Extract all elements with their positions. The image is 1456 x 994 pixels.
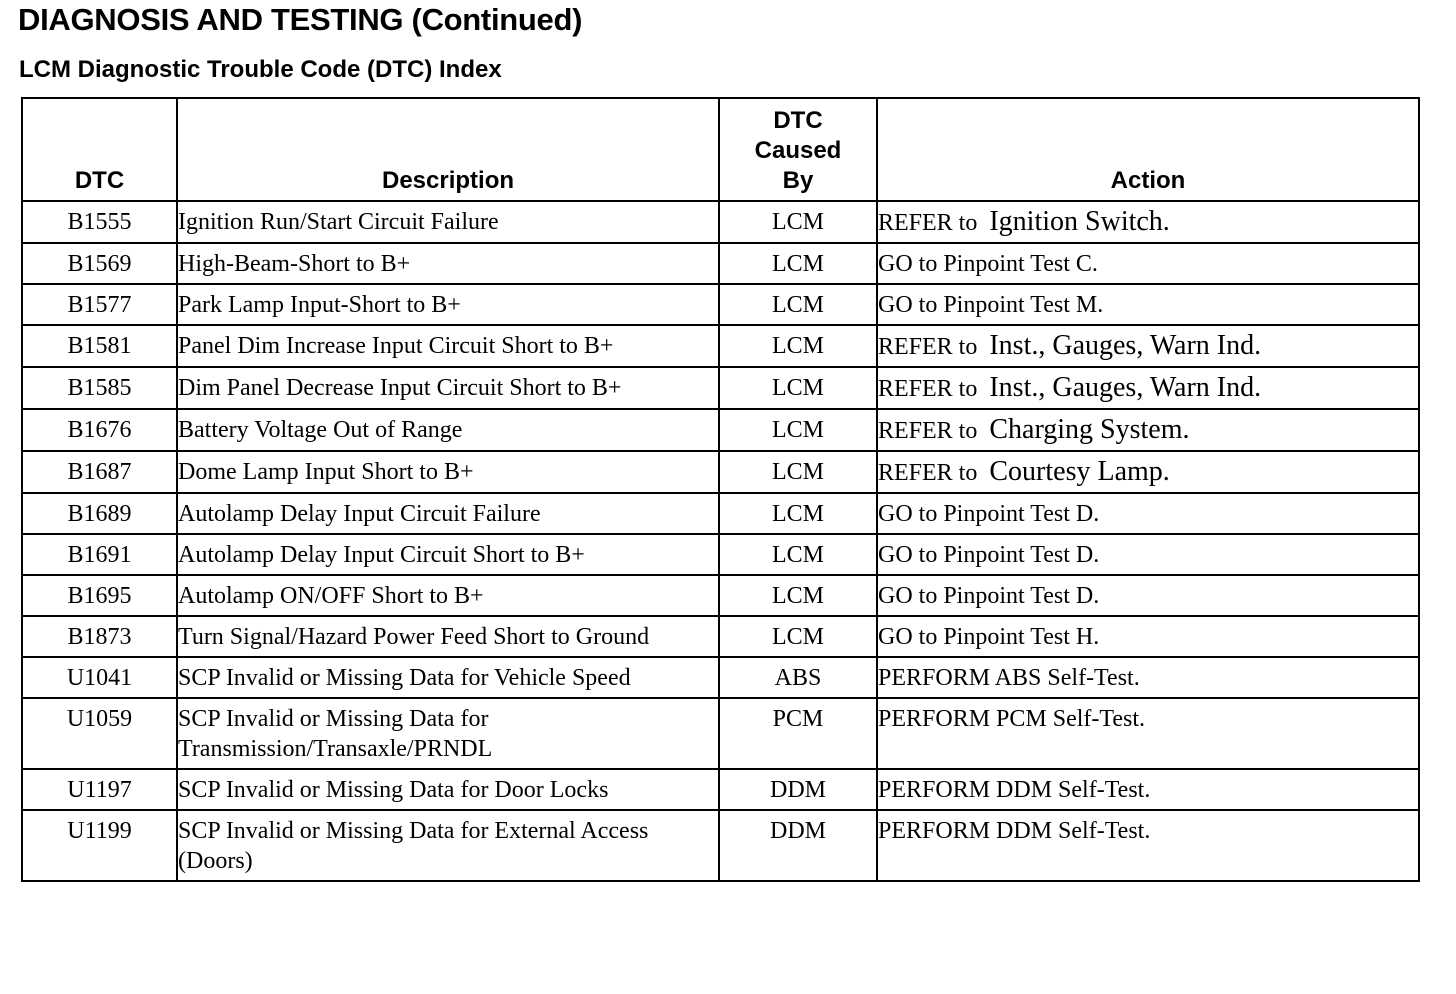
- dtc-code-cell: B1555: [22, 201, 177, 243]
- table-row: [22, 284, 1419, 325]
- table-row: [22, 769, 1419, 810]
- dtc-code-cell: U1197: [22, 769, 177, 810]
- dtc-code-cell: B1695: [22, 575, 177, 616]
- action-reference: Inst., Gauges, Warn Ind.: [989, 330, 1262, 361]
- caused-by-cell: LCM: [719, 325, 877, 367]
- table-body: [22, 201, 1419, 881]
- table-row: [22, 409, 1419, 451]
- header-caused-by: [719, 98, 877, 201]
- action-cell: [877, 575, 1419, 616]
- action-cell: [877, 451, 1419, 493]
- description-cell: Panel Dim Increase Input Circuit Short to B+: [177, 325, 719, 367]
- table-row: [22, 810, 1419, 881]
- dtc-code-cell: U1041: [22, 657, 177, 698]
- action-cell: [877, 325, 1419, 367]
- action-reference: Charging System.: [989, 414, 1190, 445]
- description-cell: High-Beam-Short to B+: [177, 243, 719, 284]
- caused-by-cell: LCM: [719, 284, 877, 325]
- dtc-code-cell: B1873: [22, 616, 177, 657]
- description-cell: Dome Lamp Input Short to B+: [177, 451, 719, 493]
- dtc-code-cell: B1581: [22, 325, 177, 367]
- caused-by-cell: ABS: [719, 657, 877, 698]
- table-row: [22, 575, 1419, 616]
- dtc-code-cell: U1059: [22, 698, 177, 769]
- caused-by-cell: LCM: [719, 534, 877, 575]
- description-cell: Dim Panel Decrease Input Circuit Short to B+: [177, 367, 719, 409]
- action-cell: [877, 284, 1419, 325]
- caused-by-cell: LCM: [719, 367, 877, 409]
- action-cell: [877, 243, 1419, 284]
- header-dtc: DTC: [22, 98, 177, 201]
- action-text: GO to Pinpoint Test M.: [878, 292, 1104, 318]
- action-text: GO to Pinpoint Test D.: [878, 501, 1100, 527]
- caused-by-cell: LCM: [719, 201, 877, 243]
- dtc-code-cell: B1691: [22, 534, 177, 575]
- caused-by-cell: LCM: [719, 575, 877, 616]
- table-row: [22, 201, 1419, 243]
- dtc-code-cell: B1585: [22, 367, 177, 409]
- caused-by-cell: LCM: [719, 616, 877, 657]
- dtc-code-cell: B1689: [22, 493, 177, 534]
- description-cell: SCP Invalid or Missing Data for Transmission/Transaxle/PRNDL: [177, 698, 719, 769]
- description-cell: SCP Invalid or Missing Data for Door Locks: [177, 769, 719, 810]
- action-cell: [877, 367, 1419, 409]
- dtc-code-cell: U1199: [22, 810, 177, 881]
- table-row: [22, 451, 1419, 493]
- header-caused-by-label: DTC Caused By: [754, 107, 842, 194]
- table-header-row: [22, 98, 1419, 201]
- description-cell: Autolamp Delay Input Circuit Failure: [177, 493, 719, 534]
- section-title: LCM Diagnostic Trouble Code (DTC) Index: [19, 56, 502, 83]
- table-row: [22, 657, 1419, 698]
- header-description: Description: [177, 98, 719, 201]
- table-row: [22, 534, 1419, 575]
- action-text: PERFORM ABS Self-Test.: [878, 665, 1140, 691]
- action-text: PERFORM PCM Self-Test.: [878, 706, 1146, 732]
- action-cell: [877, 769, 1419, 810]
- dtc-code-cell: B1569: [22, 243, 177, 284]
- action-text: REFER to: [878, 210, 978, 236]
- description-cell: SCP Invalid or Missing Data for Vehicle Speed: [177, 657, 719, 698]
- caused-by-cell: LCM: [719, 409, 877, 451]
- action-text: GO to Pinpoint Test H.: [878, 624, 1100, 650]
- caused-by-cell: LCM: [719, 451, 877, 493]
- caused-by-cell: LCM: [719, 243, 877, 284]
- action-text: REFER to: [878, 460, 978, 486]
- description-cell: SCP Invalid or Missing Data for External Access (Doors): [177, 810, 719, 881]
- table-row: [22, 367, 1419, 409]
- action-cell: [877, 201, 1419, 243]
- header-action: Action: [877, 98, 1419, 201]
- action-text: PERFORM DDM Self-Test.: [878, 818, 1151, 844]
- caused-by-cell: LCM: [719, 493, 877, 534]
- table-row: [22, 243, 1419, 284]
- dtc-code-cell: B1577: [22, 284, 177, 325]
- action-cell: [877, 409, 1419, 451]
- description-cell: Autolamp ON/OFF Short to B+: [177, 575, 719, 616]
- table-row: [22, 493, 1419, 534]
- action-text: REFER to: [878, 334, 978, 360]
- action-cell: [877, 534, 1419, 575]
- action-cell: [877, 698, 1419, 769]
- description-cell: Turn Signal/Hazard Power Feed Short to Ground: [177, 616, 719, 657]
- action-cell: [877, 657, 1419, 698]
- caused-by-cell: PCM: [719, 698, 877, 769]
- description-cell: Autolamp Delay Input Circuit Short to B+: [177, 534, 719, 575]
- table-row: [22, 698, 1419, 769]
- dtc-index-table: [21, 97, 1420, 882]
- table-row: [22, 616, 1419, 657]
- action-reference: Inst., Gauges, Warn Ind.: [989, 372, 1262, 403]
- table-row: [22, 325, 1419, 367]
- action-text: PERFORM DDM Self-Test.: [878, 777, 1151, 803]
- description-cell: Ignition Run/Start Circuit Failure: [177, 201, 719, 243]
- dtc-code-cell: B1676: [22, 409, 177, 451]
- dtc-code-cell: B1687: [22, 451, 177, 493]
- action-cell: [877, 493, 1419, 534]
- action-text: REFER to: [878, 376, 978, 402]
- action-cell: [877, 810, 1419, 881]
- page-title: DIAGNOSIS AND TESTING (Continued): [18, 2, 583, 37]
- action-text: REFER to: [878, 418, 978, 444]
- action-reference: Courtesy Lamp.: [989, 456, 1170, 487]
- description-cell: Battery Voltage Out of Range: [177, 409, 719, 451]
- description-cell: Park Lamp Input-Short to B+: [177, 284, 719, 325]
- action-text: GO to Pinpoint Test D.: [878, 583, 1100, 609]
- action-cell: [877, 616, 1419, 657]
- action-text: GO to Pinpoint Test C.: [878, 251, 1098, 277]
- caused-by-cell: DDM: [719, 810, 877, 881]
- action-reference: Ignition Switch.: [989, 206, 1170, 237]
- caused-by-cell: DDM: [719, 769, 877, 810]
- action-text: GO to Pinpoint Test D.: [878, 542, 1100, 568]
